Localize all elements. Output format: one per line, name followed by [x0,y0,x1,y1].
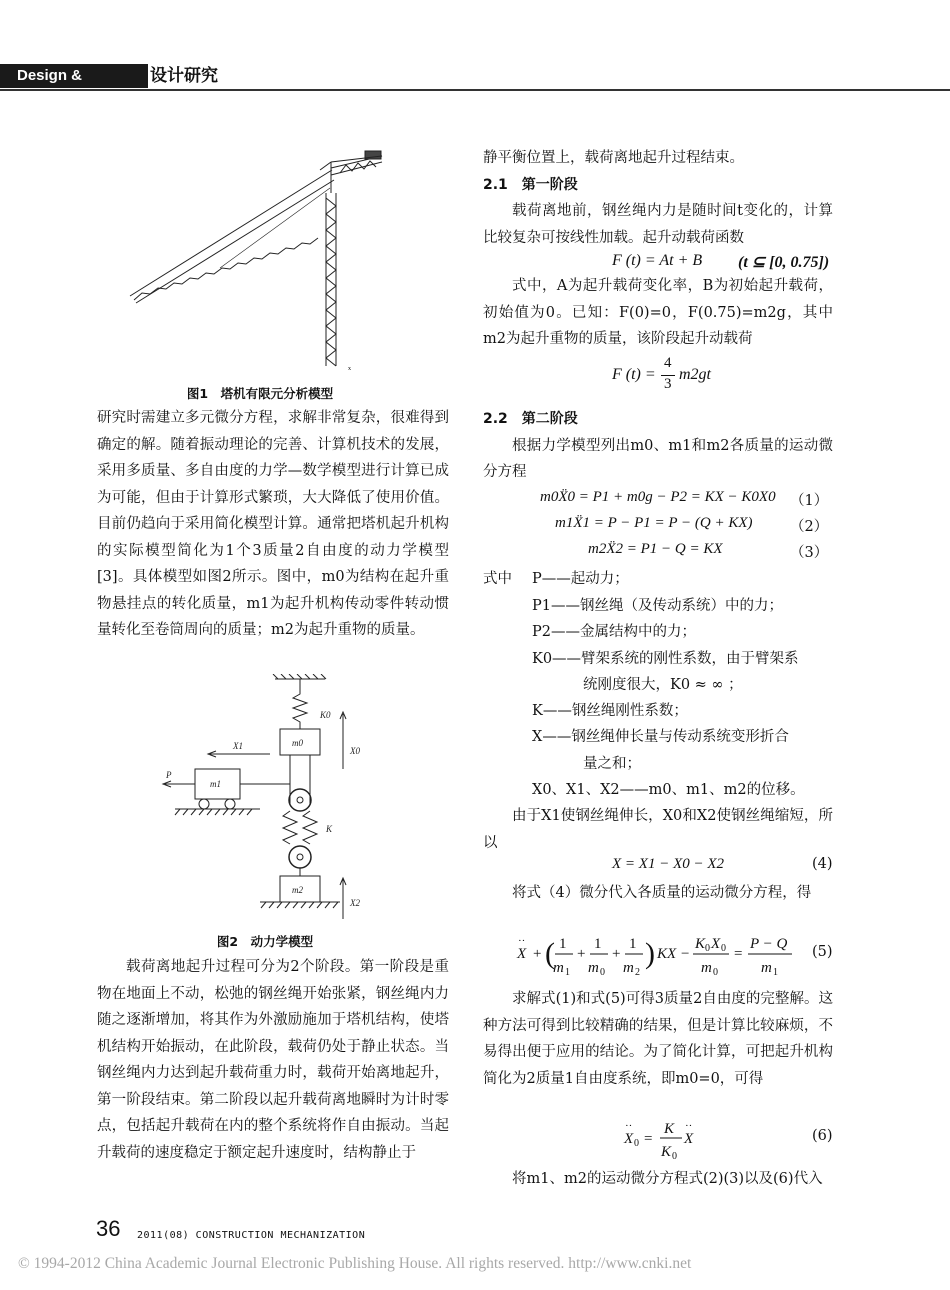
copyright-watermark: © 1994-2012 China Academic Journal Electronic Publishing House. All rights reserved. http://www.cnki.net [18,1255,692,1272]
svg-text:K: K [695,936,706,952]
svg-text:+: + [612,946,621,962]
svg-text:+: + [577,946,586,962]
equation-3: m2Ẍ2 = P1 − Q = KX [588,541,723,557]
equation-b-left: F (t) = [612,366,656,383]
svg-text:1: 1 [629,936,637,952]
equation-6 [622,1115,702,1163]
symbol-X: X——钢丝绳伸长量与传动系统变形折合 [532,729,789,745]
symbol-displacements: X0、X1、X2——m0、m1、m2的位移。 [532,782,805,798]
fig2-label-K: K [326,824,333,834]
equation-1-number: （1） [790,493,829,509]
svg-text:··: ·· [685,1120,693,1132]
right-column [483,145,833,251]
svg-text:··: ·· [625,1120,633,1132]
figure-1-caption: 图1 塔机有限元分析模型 [186,386,334,401]
text-last: 将m1、m2的运动微分方程式(2)(3)以及(6)代入 [512,1171,823,1187]
symbol-K0: K0——臂架系统的刚性系数，由于臂架系 [532,651,799,667]
svg-text:1: 1 [594,936,602,952]
svg-text:m: m [588,960,599,976]
section-2-1-text: 载荷离地前，钢丝绳内力是随时间t变化的，计算比较复杂可按线性加载。起升动载荷函数 [483,203,833,246]
svg-text:1: 1 [559,936,567,952]
svg-text:X: X [684,1131,694,1147]
fig2-label-m0: m0 [292,738,303,748]
svg-text:−: − [681,946,690,962]
fig2-label-X0: X0 [350,746,360,756]
equation-4: X = X1 − X0 − X2 [612,856,725,872]
fig2-label-X2: X2 [350,898,360,908]
svg-text:=: = [734,946,743,962]
equation-4-number: (4) [812,856,833,872]
fig2-label-K0: K0 [320,710,331,720]
journal-info: 2011(08) CONSTRUCTION MECHANIZATION [137,1230,366,1241]
equation-b-right: m2gt [679,366,711,383]
equation-5 [515,930,815,980]
svg-text:(: ( [545,937,555,970]
svg-text:··: ·· [518,935,526,947]
page-number: 36 [96,1216,121,1241]
equation-6-number: (6) [812,1128,833,1144]
right-text-after-eq-a: 式中，A为起升载荷变化率，B为初始起升载荷，初始值为0。已知：F(0)=0，F(0.75)=m2g，其中m2为起升重物的质量，该阶段起升动载荷 [483,278,833,347]
svg-text:+: + [533,946,542,962]
equation-2: m1Ẍ1 = P − P1 = P − (Q + KX) [555,515,753,531]
svg-text:0: 0 [634,1138,639,1149]
svg-text:K: K [664,1121,675,1137]
svg-text:): ) [645,937,655,970]
equation-b-denominator: 3 [664,376,672,392]
svg-text:K: K [661,1144,672,1160]
svg-text:X: X [624,1131,634,1147]
section-tag: Design & Research [0,64,148,88]
equation-5-number: (5) [812,944,833,960]
section-2-1-heading: 2.1 第一阶段 [483,176,578,193]
text-substitute: 将式（4）微分代入各质量的运动微分方程，得 [512,885,812,901]
left-paragraph-1: 研究时需建立多元微分方程，求解非常复杂，很难得到确定的解。随着振动理论的完善、计算机技术的发展，采用多质量、多自由度的力学—数学模型进行计算已成为可能，但由于计算形式繁琐，大大降低了使用价值。目前仍趋向于采用简化模型计算。通常把塔机起升机构的实际模型简化为1个3质量2自由度的动力学模型[3]。具体模型如图2所示。图中，m0为结构在起升重物悬挂点的转化质量，m1为起升机构传动零件转动惯量转化至卷筒周向的质量；m2为起升重物的质量。 [97,410,449,638]
svg-text:=: = [644,1131,653,1147]
svg-text:m: m [553,960,564,976]
section-2-2 [483,406,833,486]
fig2-label-m2: m2 [292,885,303,895]
svg-text:m: m [761,960,772,976]
equation-a-condition: (t ⊆ [0, 0.75]) [738,254,830,271]
fig2-label-P: P [166,770,172,780]
symbol-P1: P1——钢丝绳（及传动系统）中的力； [532,598,783,614]
equation-b-numerator: 4 [664,355,672,371]
fig2-label-m1: m1 [210,779,221,789]
section-2-2-heading: 2.2 第二阶段 [483,411,578,427]
svg-text:0: 0 [672,1151,677,1162]
fig2-label-X1: X1 [233,741,243,751]
symbol-K: K——钢丝绳刚性系数； [532,703,688,719]
svg-text:P − Q: P − Q [750,936,788,952]
equation-a: F (t) = At + B [612,252,703,269]
equation-3-number: （3） [790,545,829,561]
svg-text:m: m [701,960,712,976]
section-title: 设计研究 [150,66,218,86]
text-since: 由于X1使钢丝绳伸长，X0和X2使钢丝绳缩短，所以 [483,808,833,851]
svg-text:X: X [711,936,721,952]
svg-text:KX: KX [657,946,677,962]
svg-text:0: 0 [713,967,718,978]
right-line-1: 静平衡位置上，载荷离地起升过程结束。 [483,150,744,166]
svg-text:1: 1 [565,967,570,978]
svg-text:0: 0 [721,943,726,954]
svg-text:m: m [623,960,634,976]
figure-2-dynamics-model [160,674,375,924]
equation-1: m0Ẍ0 = P1 + m0g − P2 = KX − K0X0 [540,489,776,505]
section-2-2-text: 根据力学模型列出m0、m1和m2各质量的运动微分方程 [483,437,833,480]
svg-text:0: 0 [600,967,605,978]
symbol-X-cont: 量之和； [583,756,641,772]
equation-2-number: （2） [790,519,829,535]
figure-2-caption: 图2 动力学模型 [216,934,314,949]
symbol-K0-cont: 统刚度很大，K0 ≈ ∞ ； [583,677,743,693]
svg-text:x: x [348,366,351,372]
svg-text:1: 1 [773,967,778,978]
symbol-P2: P2——金属结构中的力； [532,624,696,640]
header-rule [0,89,950,91]
svg-text:X: X [517,946,527,962]
text-solve: 求解式(1)和式(5)可得3质量2自由度的完整解。这种方法可得到比较精确的结果，但是计算比较麻烦，不易得出便于应用的结论。为了简化计算，可把起升机构简化为2质量1自由度系统，即m0=0，可得 [483,991,833,1087]
symbol-P: P——起动力； [532,571,629,587]
svg-text:0: 0 [705,943,710,954]
left-paragraph-2: 载荷离地起升过程可分为2个阶段。第一阶段是重物在地面上不动，松弛的钢丝绳开始张紧，钢丝绳内力随之逐渐增加，将其作为外激励施加于塔机结构，使塔机结构开始振动，在此阶段，载荷仍处于静止状态。当钢丝绳内力达到起升载荷重力时，载荷开始离地起升，第一阶段结束。第二阶段以起升载荷离地瞬时为计时零点，包括起升载荷在内的整个系统将作自由振动。当起升载荷的速度稳定于额定起升速度时，结构静止于 [97,959,449,1161]
where-label: 式中 [483,571,512,587]
svg-text:2: 2 [635,967,640,978]
figure-1-tower-crane [120,148,400,373]
